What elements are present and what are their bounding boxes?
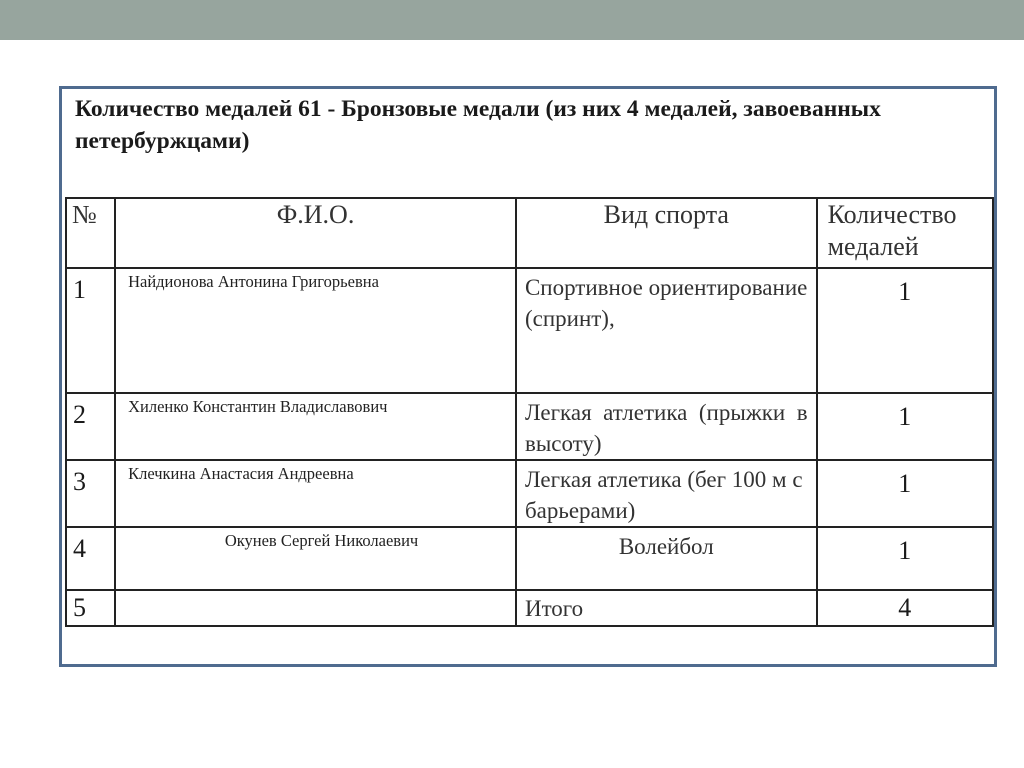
row-count: 1 (817, 393, 993, 460)
medals-table (65, 197, 994, 627)
table-row (66, 460, 993, 527)
row-name: Клечкина Анастасия Андреевна (115, 460, 516, 527)
total-name (115, 590, 516, 626)
row-name: Хиленко Константин Владиславович (115, 393, 516, 460)
table-total-row (66, 590, 993, 626)
row-count: 1 (817, 460, 993, 527)
row-name: Окунев Сергей Николаевич (115, 527, 516, 590)
row-num: 3 (66, 460, 115, 527)
row-count: 1 (817, 268, 993, 393)
total-num: 5 (66, 590, 115, 626)
header-count: Количество медалей (817, 198, 993, 268)
row-name: Найдионова Антонина Григорьевна (115, 268, 516, 393)
top-decor-bar (0, 0, 1024, 40)
row-sport: Легкая атлетика (прыжки в высоту) (516, 393, 817, 460)
table-row (66, 393, 993, 460)
header-sport: Вид спорта (516, 198, 817, 268)
row-num: 4 (66, 527, 115, 590)
total-count: 4 (817, 590, 993, 626)
row-num: 1 (66, 268, 115, 393)
table-header-row (66, 198, 993, 268)
table-row (66, 268, 993, 393)
table-row (66, 527, 993, 590)
row-sport: Спортивное ориентирование (спринт), (516, 268, 817, 393)
row-num: 2 (66, 393, 115, 460)
header-num: № (66, 198, 115, 268)
row-sport: Легкая атлетика (бег 100 м с барьерами) (516, 460, 817, 527)
header-name: Ф.И.О. (115, 198, 516, 268)
total-label: Итого (516, 590, 817, 626)
row-count: 1 (817, 527, 993, 590)
slide-title: Количество медалей 61 - Бронзовые медали (из них 4 медалей, завоеванных петербуржцами) (75, 96, 881, 154)
row-sport: Волейбол (516, 527, 817, 590)
slide-frame (59, 86, 997, 667)
